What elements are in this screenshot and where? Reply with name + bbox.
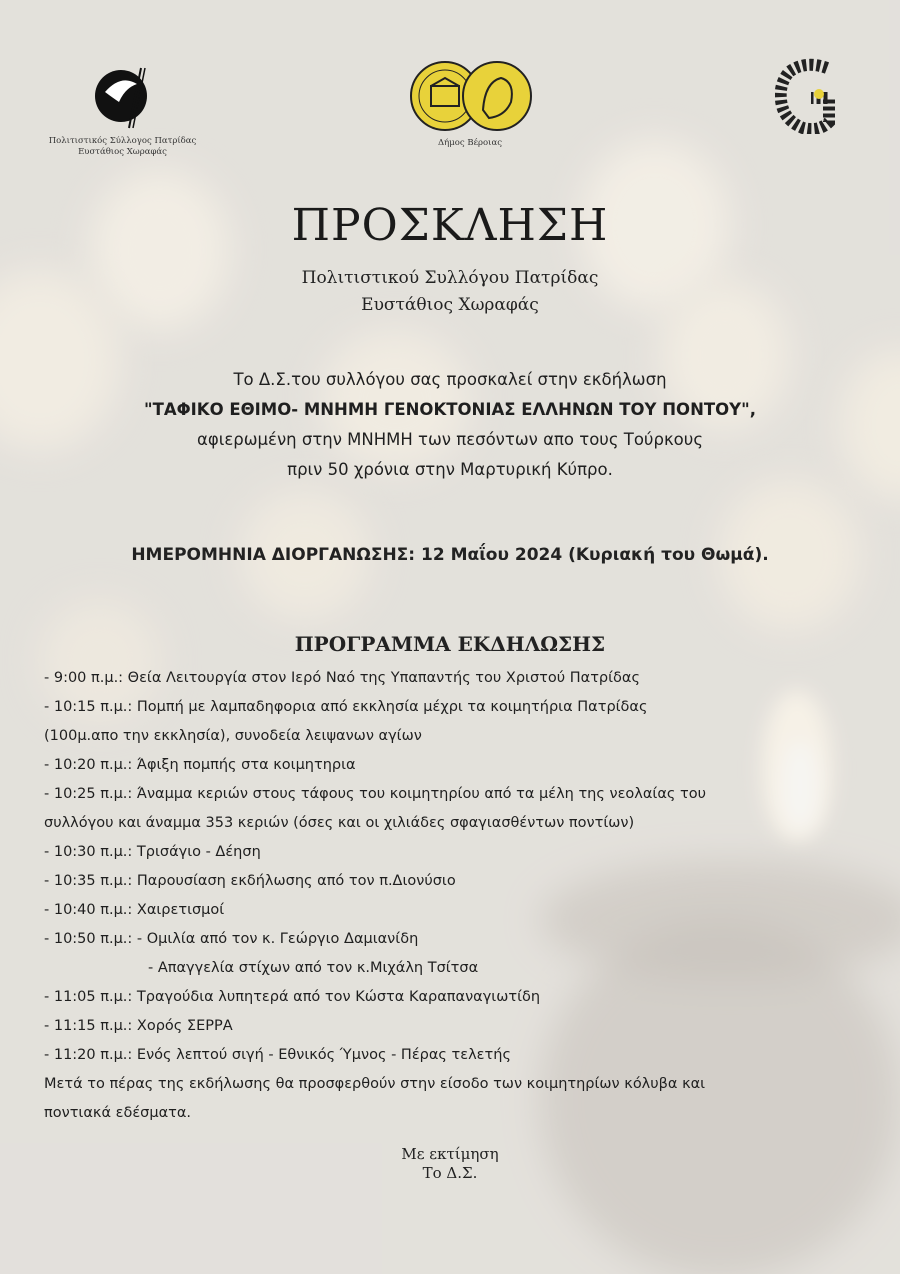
program-item: - 11:15 π.μ.: Χορός ΣΕΡΡΑ: [44, 1018, 233, 1034]
program-item: συλλόγου και άναμμα 353 κεριών (όσες και οι χιλιάδες σφαγιασθέντων ποντίων): [44, 815, 635, 831]
cultural-association-logo: [40, 62, 205, 158]
subtitle-association: Πολιτιστικού Συλλόγου Πατρίδας: [301, 268, 599, 288]
subtitle-name: Ευστάθιος Χωραφάς: [361, 295, 539, 315]
signature-block: [0, 1145, 900, 1183]
program-item: - 10:20 π.μ.: Άφιξη πομπής στα κοιμητηρια: [44, 757, 356, 773]
municipality-logo: [395, 58, 545, 149]
intro-line-3: αφιερωμένη στην ΜΝΗΜΗ των πεσόντων απο τους Τούρκους: [196, 430, 704, 449]
partner-logo: [772, 58, 842, 138]
program-item: - Απαγγελία στίχων από τον κ.Μιχάλη Τσίτσα: [148, 960, 479, 976]
program-note: ποντιακά εδέσματα.: [44, 1105, 192, 1121]
program-item: - 11:20 π.μ.: Ενός λεπτού σιγή - Εθνικός Ύμνος - Πέρας τελετής: [44, 1047, 511, 1063]
program-list: [44, 664, 864, 1128]
program-item: - 10:50 π.μ.: - Ομιλία από τον κ. Γεώργιο Δαμιανίδη: [44, 931, 419, 947]
left-logo-caption-1: Πολιτιστικός Σύλλογος Πατρίδας: [48, 136, 197, 146]
event-name: "ΤΑΦΙΚΟ ΕΘΙΜΟ- ΜΝΗΜΗ ΓΕΝΟΚΤΟΝΙΑΣ ΕΛΛΗΝΩΝ ΤΟΥ ΠΟΝΤΟΥ",: [144, 400, 756, 419]
municipality-coins-icon: [405, 58, 535, 134]
program-item: - 9:00 π.μ.: Θεία Λειτουργία στον Ιερό Ναό της Υπαπαντής του Χριστού Πατρίδας: [44, 670, 640, 686]
program-item: - 10:35 π.μ.: Παρουσίαση εκδήλωσης από τον π.Διονύσιο: [44, 873, 456, 889]
program-note: Μετά το πέρας της εκδήλωσης θα προσφερθούν στην είσοδο των κοιμητηρίων κόλυβα και: [44, 1076, 706, 1092]
program-item: (100μ.απο την εκκλησία), συνοδεία λειψανων αγίων: [44, 728, 422, 744]
program-item: - 10:15 π.μ.: Πομπή με λαμπαδηφορια από εκκλησία μέχρι τα κοιμητήρια Πατρίδας: [44, 699, 648, 715]
letter-g-emblem-icon: [775, 58, 839, 134]
closing-regards: Με εκτίμηση: [401, 1145, 499, 1163]
closing-board: Το Δ.Σ.: [422, 1164, 478, 1182]
program-item: - 10:25 π.μ.: Άναμμα κεριών στους τάφους του κοιμητηρίου από τα μέλη της νεολαίας του: [44, 786, 707, 802]
intro-text: [0, 365, 900, 485]
intro-line-4: πριν 50 χρόνια στην Μαρτυρική Κύπρο.: [287, 460, 613, 479]
program-item: - 11:05 π.μ.: Τραγούδια λυπητερά από τον Κώστα Καραπαναγιωτίδη: [44, 989, 541, 1005]
program-item: - 10:30 π.μ.: Τρισάγιο - Δέηση: [44, 844, 261, 860]
middle-logo-caption: Δήμος Βέροιας: [438, 138, 502, 148]
intro-line-1: Το Δ.Σ.του συλλόγου σας προσκαλεί στην εκδήλωση: [233, 370, 667, 389]
event-date: ΗΜΕΡΟΜΗΝΙΑ ΔΙΟΡΓΑΝΩΣΗΣ: 12 Μαΐου 2024 (Κυριακή του Θωμά).: [131, 545, 769, 565]
program-title: ΠΡΟΓΡΑΜΜΑ ΕΚΔΗΛΩΣΗΣ: [294, 632, 606, 656]
left-logo-caption-2: Ευστάθιος Χωραφάς: [78, 147, 167, 157]
intro-line-2: [0, 395, 900, 425]
eagle-emblem-icon: [91, 62, 155, 132]
page-title: ΠΡΟΣΚΛΗΣΗ: [291, 200, 609, 251]
program-item: - 10:40 π.μ.: Χαιρετισμοί: [44, 902, 225, 918]
